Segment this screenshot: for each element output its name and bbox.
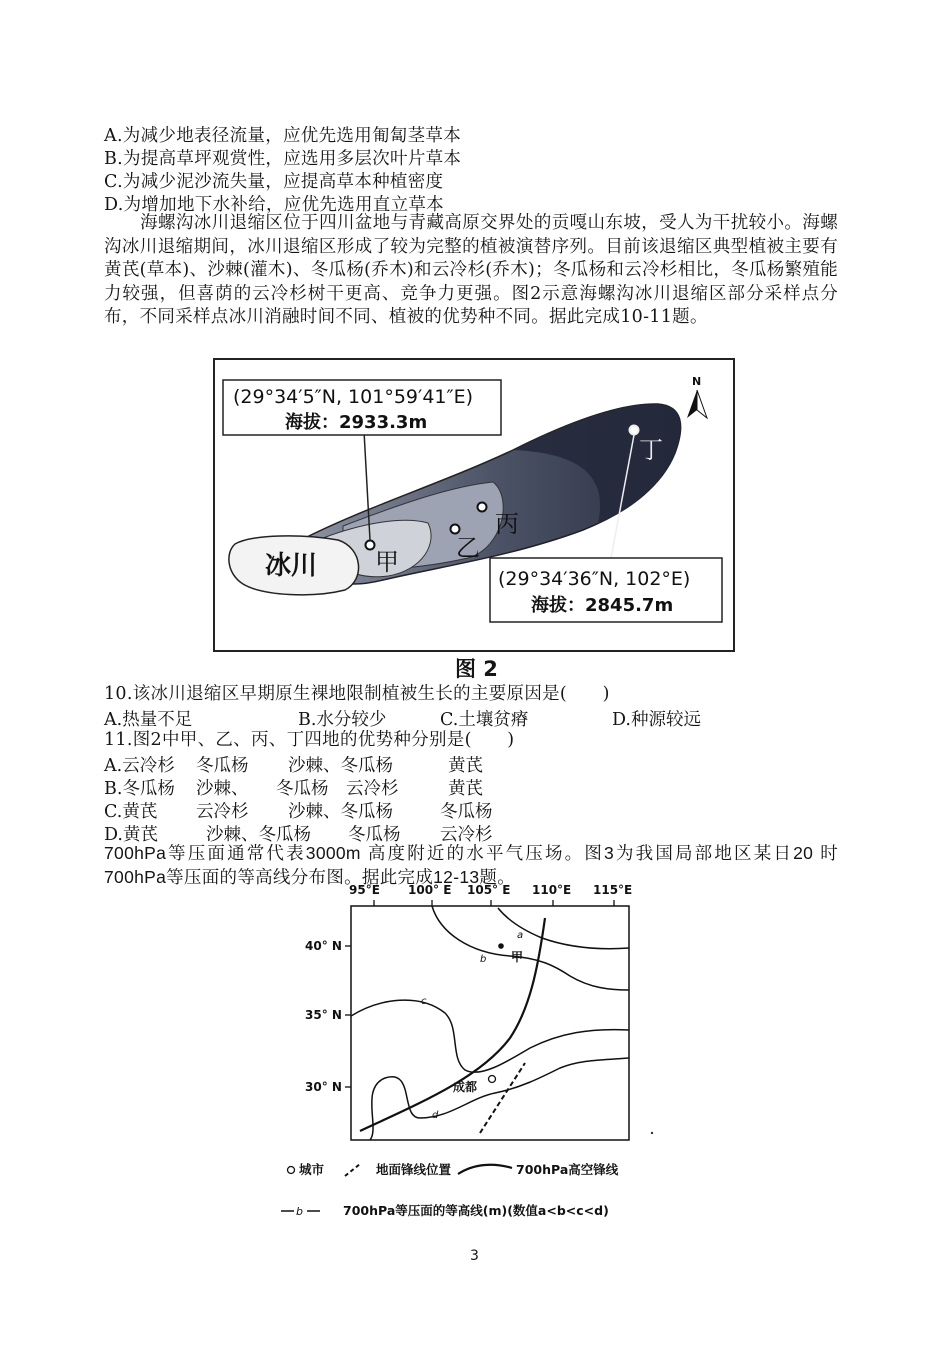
- q11-c-jia: C.黄芪: [104, 802, 158, 822]
- legend-high-front: 700hPa高空锋线: [516, 1162, 619, 1177]
- lat-40: 40° N: [305, 939, 342, 953]
- q10-option-c: C.土壤贫瘠: [440, 710, 529, 730]
- info-box-ding-alt: 海拔：2845.7m: [531, 595, 674, 616]
- north-label: N: [692, 375, 702, 388]
- info-box-jia-alt: 海拔：2933.3m: [285, 412, 428, 433]
- q11-a-jia: A.云冷杉: [104, 756, 175, 776]
- lat-35: 35° N: [305, 1008, 342, 1022]
- city-chengdu: 成都: [453, 1080, 478, 1094]
- info-box-ding-coord: (29°34′36″N, 102°E): [498, 568, 691, 590]
- info-box-jia-coord: (29°34′5″N, 101°59′41″E): [233, 386, 474, 408]
- q10-stem: 10.该冰川退缩区早期原生裸地限制植被生长的主要原因是( ): [104, 684, 610, 704]
- page-number: 3: [470, 1248, 479, 1264]
- lat-30: 30° N: [305, 1080, 342, 1094]
- legend-contour: 700hPa等压面的等高线(m)(数值a<b<c<d): [343, 1203, 609, 1218]
- label-b: b: [480, 954, 487, 965]
- q11-d-jia: D.黄芪: [104, 825, 158, 845]
- map-frame: [351, 906, 629, 1140]
- label-c: c: [421, 996, 427, 1007]
- q11-a-yi: 冬瓜杨: [196, 756, 249, 776]
- point-yi-label: 乙: [456, 534, 480, 562]
- lon-100: 100° E: [408, 883, 452, 897]
- label-d: d: [432, 1110, 439, 1121]
- legend-high-front-icon: [458, 1165, 512, 1174]
- q11-c-bing: 沙棘、冬瓜杨: [288, 802, 393, 822]
- q9-option-b: B.为提高草坪观赏性，应选用多层次叶片草本: [104, 149, 462, 169]
- q10-option-d: D.种源较远: [612, 710, 701, 730]
- q11-a-bing: 沙棘、冬瓜杨: [288, 756, 393, 776]
- q10-option-b: B.水分较少: [298, 710, 387, 730]
- lon-115: 115°E: [593, 883, 633, 897]
- legend-ground-front-icon: [345, 1164, 360, 1176]
- figure-2: [213, 358, 735, 653]
- q11-b-jia: B.冬瓜杨: [104, 779, 175, 799]
- city-marker: [489, 1076, 496, 1083]
- q11-a-ding: 黄芪: [448, 756, 483, 776]
- point-jia-label: 甲: [375, 548, 399, 576]
- glacier-label: 冰川: [265, 551, 318, 581]
- lon-105: 105° E: [467, 883, 511, 897]
- lon-95: 95°E: [349, 883, 380, 897]
- glacier-passage-text: 海螺沟冰川退缩区位于四川盆地与青藏高原交界处的贡嘎山东坡，受人为干扰较小。海螺沟冰川退缩期间，冰川退缩区形成了较为完整的植被演替序列。目前该退缩区典型植被主要有黄芪(草本)、沙棘(灌木)、冬瓜杨(乔木)和云冷杉(乔木)；冬瓜杨和云冷杉相比，冬瓜杨繁殖能力较强，但喜荫的云冷杉树干更高、竞争力更强。图2示意海螺沟冰川退缩区部分采样点分布，不同采样点冰川消融时间不同、植被的优势种不同。据此完成10-11题。: [104, 213, 838, 327]
- point-jia-fig3: 甲: [511, 950, 524, 964]
- point-ding-label: 丁: [639, 436, 663, 464]
- legend-ground-front: 地面锋线位置: [376, 1162, 452, 1177]
- glacier-passage: [104, 212, 838, 330]
- q11-d-bing: 冬瓜杨: [348, 825, 401, 845]
- legend-city-icon: [288, 1167, 295, 1174]
- q9-option-c: C.为减少泥沙流失量，应提高草本种植密度: [104, 172, 444, 192]
- point-bing-label: 丙: [495, 510, 519, 538]
- q11-b-yi: 沙棘、: [196, 779, 249, 799]
- point-bing: [478, 503, 487, 512]
- q11-b-yi-2: 冬瓜杨: [276, 779, 329, 799]
- q11-c-yi: 云冷杉: [196, 802, 249, 822]
- point-jia-dot: [498, 943, 504, 949]
- point-yi: [451, 525, 460, 534]
- q11-b-bing: 云冷杉: [346, 779, 399, 799]
- point-jia: [366, 541, 375, 550]
- q11-stem: 11.图2中甲、乙、丙、丁四地的优势种分别是( ): [104, 730, 515, 750]
- lon-110: 110°E: [532, 883, 572, 897]
- legend-city: 城市: [299, 1162, 325, 1177]
- q11-b-ding: 黄芪: [448, 779, 483, 799]
- q9-option-d: D.为增加地下水补给，应优先选用直立草本: [104, 195, 444, 215]
- q11-d-yi: 沙棘、冬瓜杨: [206, 825, 311, 845]
- q10-option-a: A.热量不足: [104, 710, 193, 730]
- legend-b: b: [296, 1205, 303, 1218]
- figure-2-caption: 图 2: [455, 657, 498, 681]
- q11-d-ding: 云冷杉: [440, 825, 493, 845]
- figure-3: [280, 878, 700, 1223]
- label-a: a: [517, 930, 524, 941]
- point-ding: [630, 426, 639, 435]
- passage-700hpa: 700hPa等压面通常代表3000m 高度附近的水平气压场。图3为我国局部地区某日20 时700hPa等压面的等高线分布图。据此完成12-13题。: [104, 843, 838, 887]
- q11-c-ding: 冬瓜杨: [440, 802, 493, 822]
- q9-option-a: A.为减少地表径流量，应优先选用匍匐茎草本: [104, 126, 461, 146]
